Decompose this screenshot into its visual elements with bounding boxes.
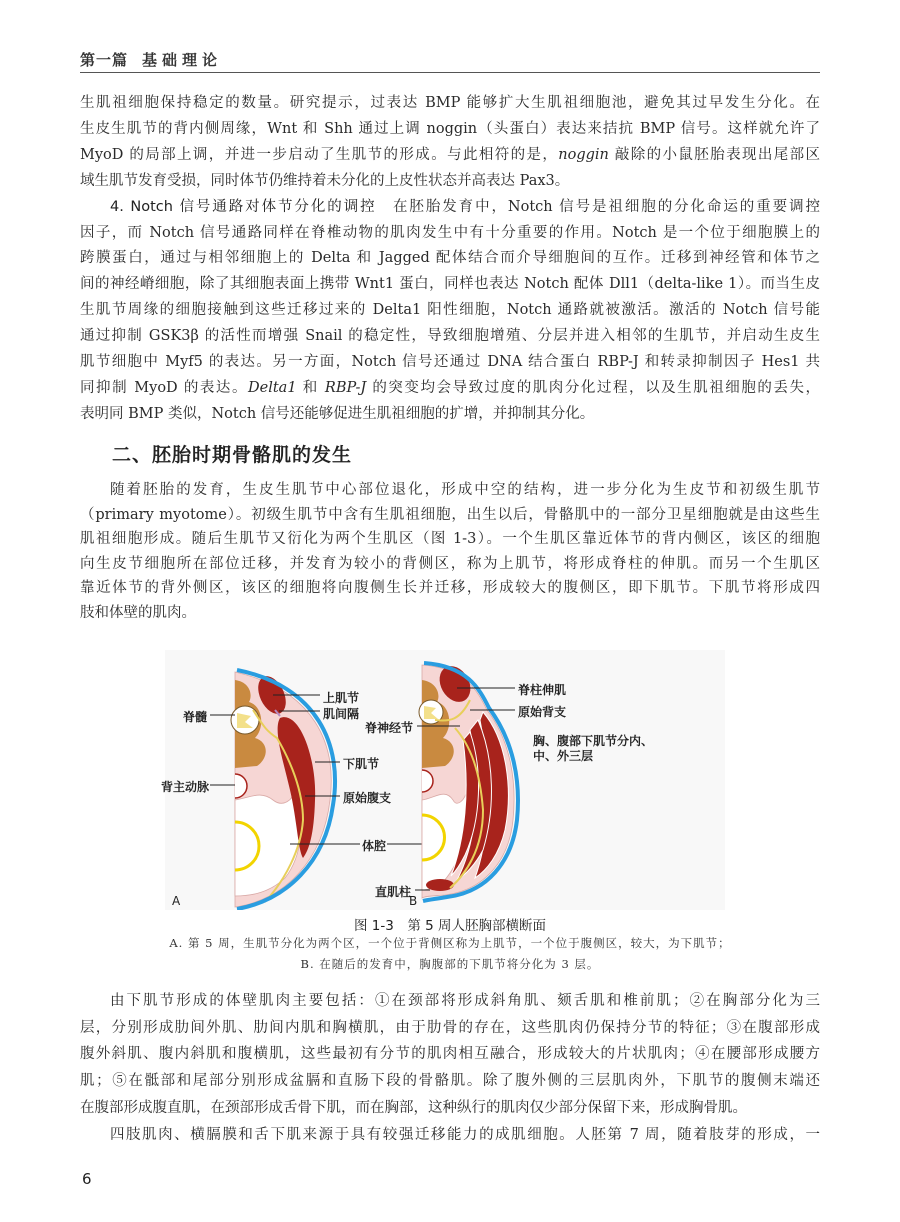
label-spinal-cord: 脊髓 [183,710,208,724]
text-run: 间的神经嵴细胞，除了其细胞表面上携带 Wnt1 蛋白，同样也表达 Notch 配体 Dll1（delta-like 1）。而当生皮 [80,276,820,293]
label-spinal-ganglion: 脊神经节 [365,721,414,735]
text-line [80,1095,820,1122]
text-line [80,478,820,503]
text-line [80,1015,820,1042]
paragraph-body-wall-muscles [80,988,820,1122]
running-header [80,49,222,70]
text-line [80,298,820,324]
text-run: 敲除的小鼠胚胎表现出尾部区 [608,146,820,163]
text-line [80,221,820,247]
figure-illustration [165,650,725,910]
italic-term: RBP-J [324,379,367,396]
text-run: 在胚胎发育中，Notch 信号是祖细胞的分化命运的重要调控 [376,198,821,215]
text-run: MyoD 的局部上调，并进一步启动了生肌节的形成。与此相符的是， [80,146,559,163]
paragraph-bmp [80,91,820,195]
text-run: （primary myotome）。初级生肌节中含有生肌祖细胞，出生以后，骨骼肌中的一部分卫星细胞就是由这些生 [80,506,820,523]
text-line [80,376,820,402]
label-layers-note-1: 胸、腹部下肌节分内、 [533,734,654,748]
label-dorsal-aorta: 背主动脉 [161,780,210,794]
text-run: 在腹部形成腹直肌，在颈部形成舌骨下肌，而在胸部，这种纵行的肌肉仅少部分保留下来，形成胸骨肌。 [80,1099,747,1116]
label-body-cavity: 体腔 [362,839,387,853]
text-line [80,272,820,298]
text-line [80,402,820,428]
text-line [80,169,820,195]
text-line [80,195,820,221]
panel-b-drawing [415,661,518,901]
text-run: 域生肌节发育受损，同时体节仍维持着未分化的上皮性状态并高表达 Pax3。 [80,172,570,189]
figure-caption-b: B. 在随后的发育中，胸腹部的下肌节将分化为 3 层。 [300,957,600,971]
text-line [80,91,820,117]
text-run: 通过抑制 GSK3β 的活性而增强 Snail 的稳定性，导致细胞增殖、分层并进入相邻的生肌节，并启动生皮生 [80,328,820,345]
text-line [80,350,820,376]
label-dorsal-ramus: 原始背支 [518,705,567,719]
italic-term: noggin [558,146,609,163]
text-run: 肌节细胞中 Myf5 的表达。另一方面，Notch 信号还通过 DNA 结合蛋白 RBP-J 和转录抑制因子 Hes1 共 [80,354,820,371]
panel-b-label: B [409,894,418,908]
text-run: 层，分别形成肋间外肌、肋间内肌和胸横肌，由于肋骨的存在，这些肌肉仍保持分节的特征；③在腹部形成 [80,1019,820,1036]
text-run: 肌；⑤在骶部和尾部分别形成盆膈和直肠下段的骨骼肌。除了腹外侧的三层肌肉外，下肌节的腹侧末端还 [80,1073,820,1090]
text-line [80,552,820,577]
text-run: 同抑制 MyoD 的表达。 [80,379,249,396]
figure-caption-title: 图 1-3 第 5 周人胚胸部横断面 [353,918,546,934]
text-line [80,503,820,528]
figure-caption-a: A. 第 5 周，生肌节分化为两个区，一个位于背侧区称为上肌节，一个位于腹侧区，较大，为下肌节； [169,936,731,950]
text-line [80,117,820,143]
page-number: 6 [82,1170,92,1188]
text-line [80,576,820,601]
label-erector-spinae: 脊柱伸肌 [518,683,567,697]
text-run: 生肌节周缘的细胞接触到这些迁移过来的 Delta1 阳性细胞，Notch 通路就被激活。激活的 Notch 信号能 [80,302,820,319]
text-line [80,1041,820,1068]
text-run: 肌祖细胞形成。随后生肌节又衍化为两个生肌区（图 1-3）。一个生肌区靠近体节的背内侧区，该区的细胞 [80,531,820,548]
text-run: 靠近体节的背外侧区，该区的细胞将向腹侧生长并迁移，形成较大的腹侧区，即下肌节。下肌节将形成四 [80,580,820,597]
text-run: 随着胚胎的发育，生皮生肌节中心部位退化，形成中空的结构，进一步分化为生皮节和初级生肌节 [110,482,820,498]
text-run: 生皮生肌节的背内侧周缘，Wnt 和 Shh 通过上调 noggin（头蛋白）表达来拮抗 BMP 信号。这样就允许了 [80,120,820,137]
text-run: 和 [296,379,325,396]
section-heading: 二、胚胎时期骨骼肌的发生 [112,444,353,466]
text-line [80,246,820,272]
text-line [80,324,820,350]
text-run: 肢和体壁的肌肉。 [80,604,196,621]
text-run: 因子，而 Notch 信号通路同样在脊椎动物的肌肉发生中有十分重要的作用。Notch 是一个位于细胞膜上的 [80,224,820,241]
running-header-part: 第一篇 [80,51,129,69]
text-run: 四肢肌肉、横膈膜和舌下肌来源于具有较强迁移能力的成肌细胞。人胚第 7 周，随着肢芽的形成，一 [110,1126,820,1143]
text-run: 生肌祖细胞保持稳定的数量。研究提示，过表达 BMP 能够扩大生肌祖细胞池，避免其过早发生分化。在 [80,95,820,111]
label-intermyotomal-septum: 肌间隔 [323,707,360,721]
text-line [80,988,820,1015]
running-header-title: 基础理论 [142,51,223,69]
text-line [80,601,820,626]
label-upper-myotome: 上肌节 [323,691,360,705]
paragraph-myotome [80,478,820,626]
figure-1-3 [161,650,725,910]
text-run: 向生皮节细胞所在部位迁移，并发育为较小的背侧区，称为上肌节，将形成脊柱的伸肌。而另一个生肌区 [80,555,820,572]
text-line [80,143,820,169]
header-rule [80,72,820,73]
text-line [80,1122,820,1149]
paragraph-notch [80,195,820,428]
label-rectus-column: 直肌柱 [375,885,412,899]
text-run: 的突变均会导致过度的肌肉分化过程，以及生肌祖细胞的丢失， [366,379,821,396]
text-run: 跨膜蛋白，通过与相邻细胞上的 Delta 和 Jagged 配体结合而介导细胞间的互作。迁移到神经管和体节之 [80,250,820,267]
rectus-column-b [426,879,454,891]
paragraph-limb-muscles [80,1122,820,1149]
text-run: 腹外斜肌、腹内斜肌和腹横肌，这些最初有分节的肌肉相互融合，形成较大的片状肌肉；④在腰部形成腰方 [80,1046,820,1063]
text-line [80,1068,820,1095]
label-lower-myotome: 下肌节 [343,757,380,771]
label-layers-note-2: 中、外三层 [533,749,594,763]
text-run: 由下肌节形成的体壁肌肉主要包括：①在颈部将形成斜角肌、颏舌肌和椎前肌；②在胸部分化为三 [110,993,820,1009]
text-line [80,527,820,552]
panel-a-label: A [172,894,181,908]
subsection-heading: 4. Notch 信号通路对体节分化的调控 [110,198,377,215]
italic-term: Delta1 [248,379,297,396]
text-run: 表明同 BMP 类似，Notch 信号还能够促进生肌祖细胞的扩增，并抑制其分化。 [80,405,595,422]
label-ventral-ramus: 原始腹支 [343,791,392,805]
